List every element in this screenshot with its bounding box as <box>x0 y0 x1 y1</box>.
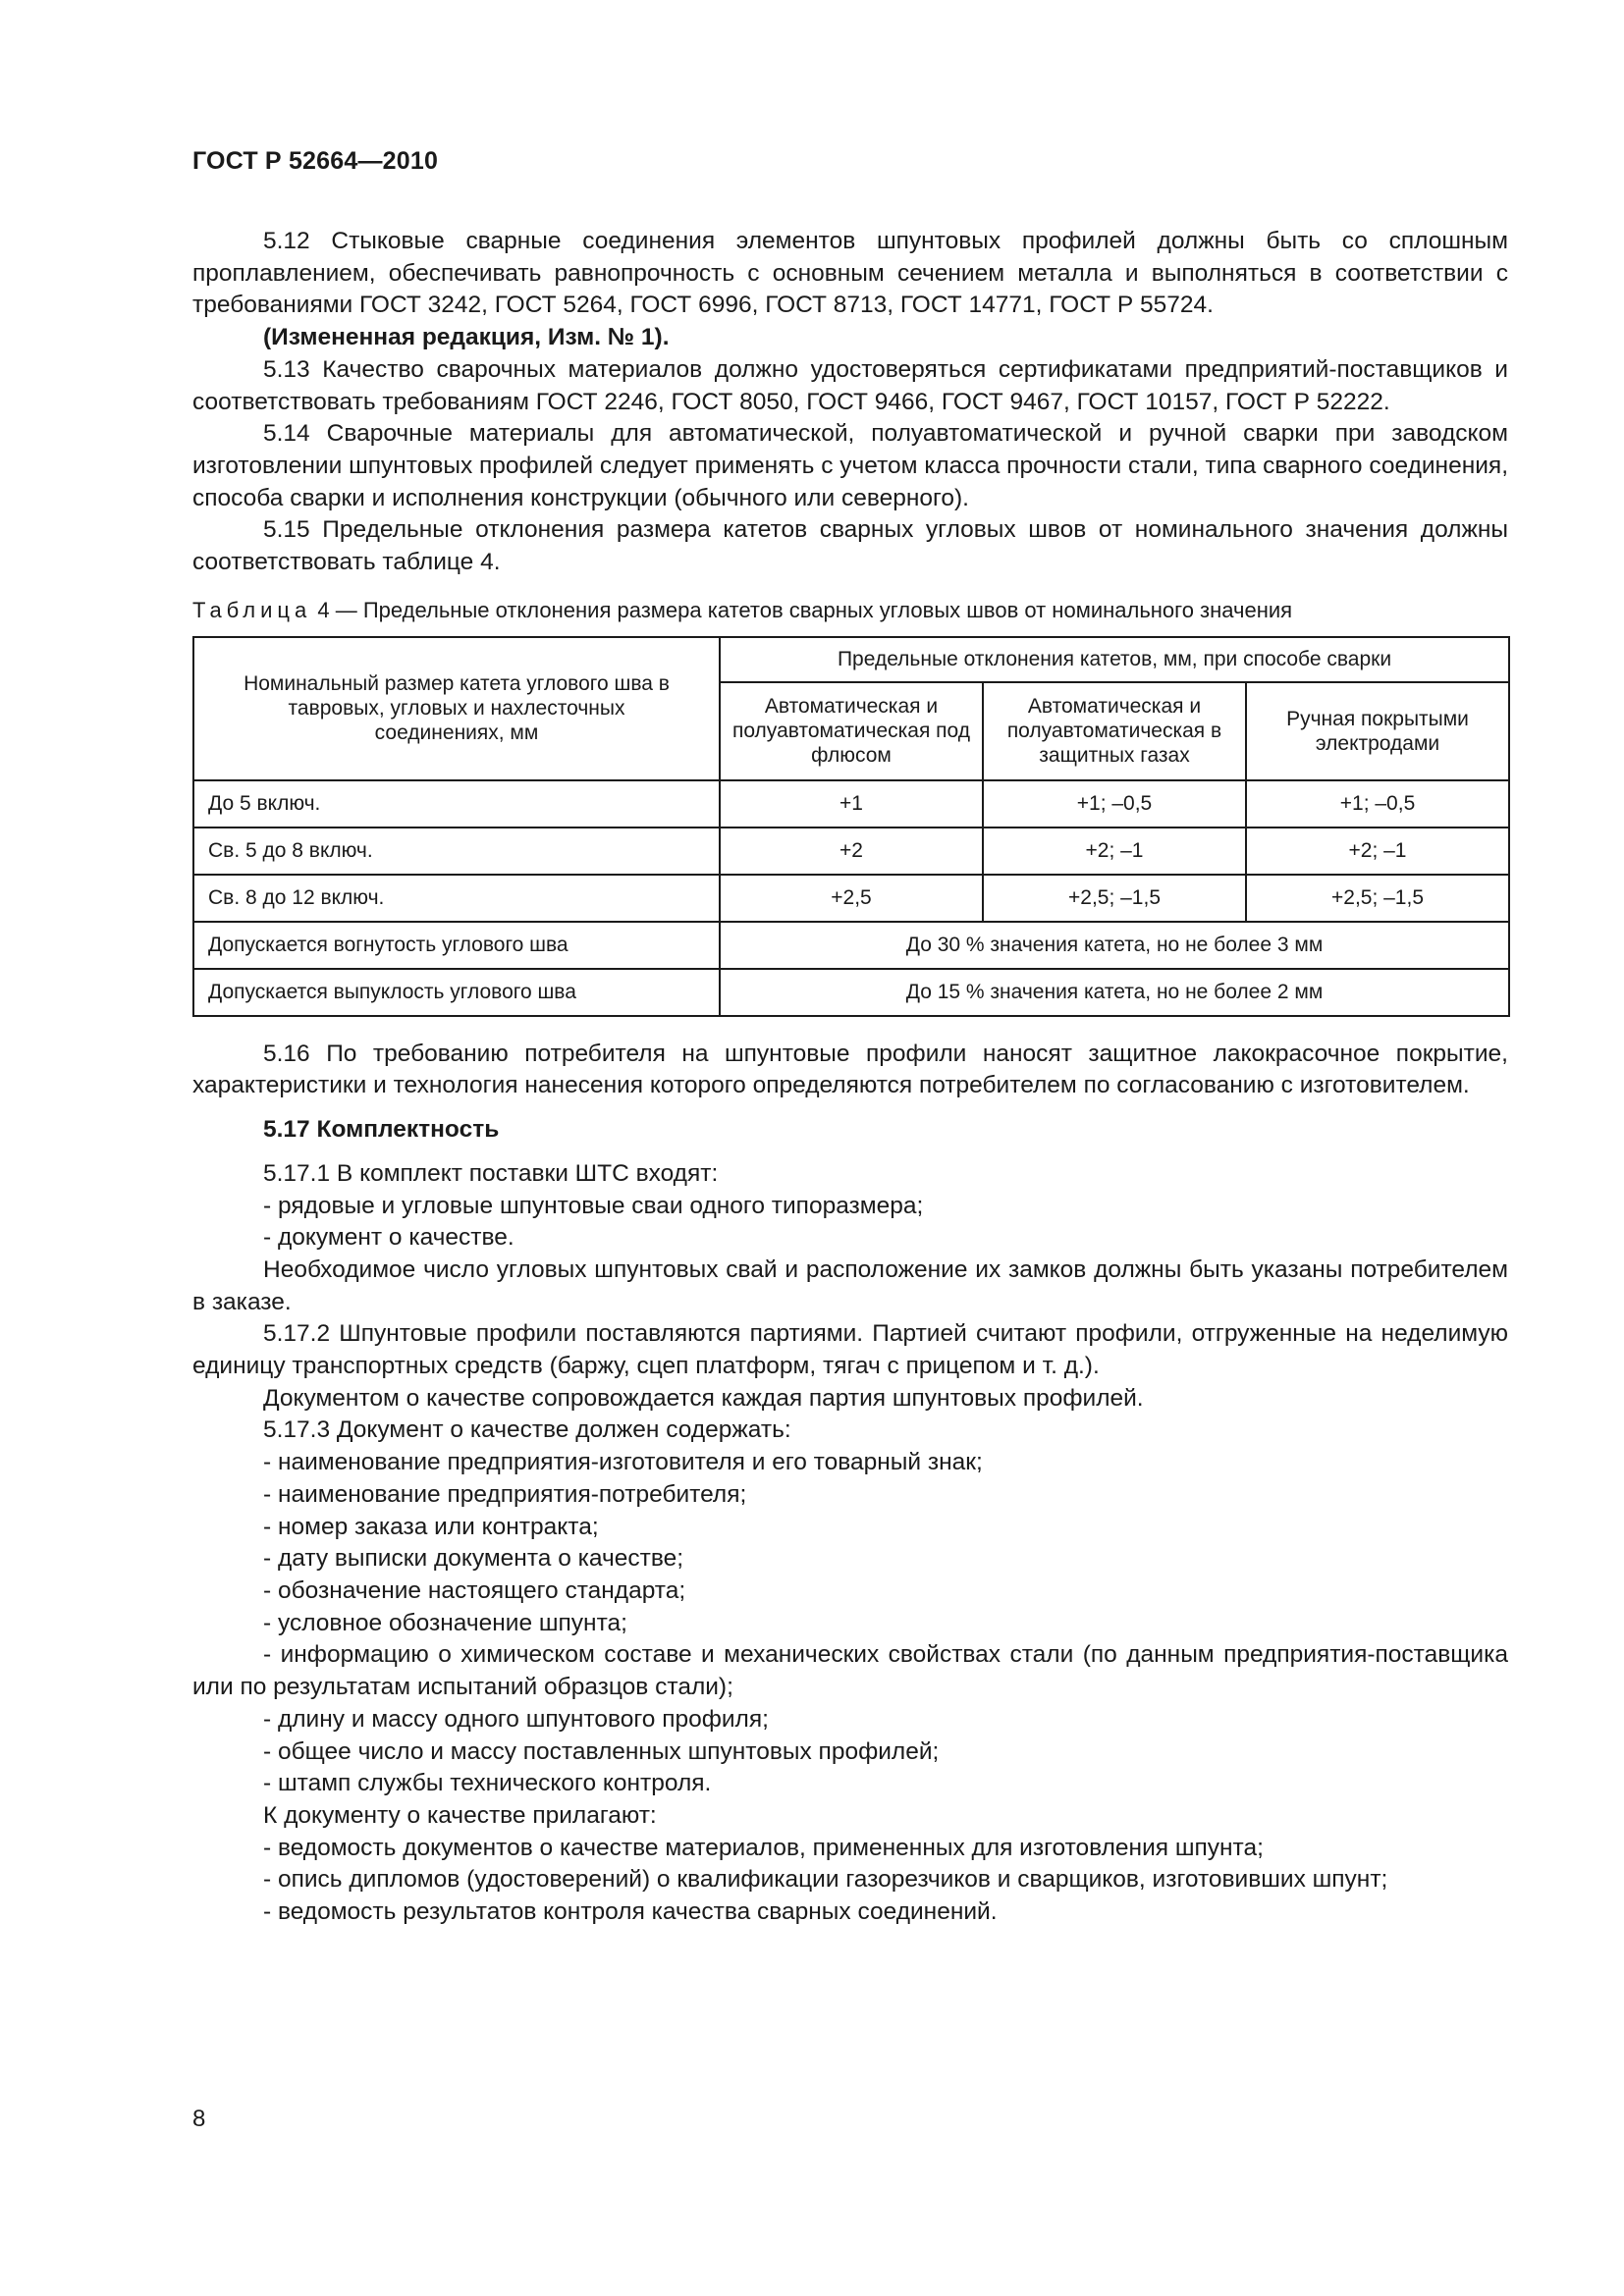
table-cell: +2 <box>720 828 983 875</box>
table-row-label: Допускается выпуклость углового шва <box>193 969 720 1016</box>
amendment-note: (Измененная редакция, Изм. № 1). <box>263 324 670 351</box>
table-header-nominal: Номинальный размер катета углового шва в тавровых, угловых и нахлесточных соединениях, мм <box>193 637 720 780</box>
table-header-group: Предельные отклонения катетов, мм, при способе сварки <box>720 637 1509 682</box>
list-item: - рядовые и угловые шпунтовые сваи одного типоразмера; <box>263 1192 924 1219</box>
list-item: - штамп службы технического контроля. <box>263 1770 712 1797</box>
table-cell: +1; –0,5 <box>983 780 1246 828</box>
table-cell: +2,5; –1,5 <box>983 875 1246 922</box>
list-item: - номер заказа или контракта; <box>263 1513 599 1540</box>
table-header-col: Ручная покрытыми электродами <box>1246 682 1509 780</box>
table-cell: +2; –1 <box>983 828 1246 875</box>
section-title-completeness: 5.17 Комплектность <box>263 1116 500 1144</box>
table-cell: +2,5 <box>720 875 983 922</box>
table-cell: +2; –1 <box>1246 828 1509 875</box>
clause-5-15: 5.15 Предельные отклонения размера катетов сварных угловых швов от номинального значения должны соответствовать таблице 4. <box>192 516 1508 576</box>
clause-5-17-2-note: Документом о качестве сопровождается каждая партия шпунтовых профилей. <box>263 1384 1144 1412</box>
clause-5-13: 5.13 Качество сварочных материалов должно удостоверяться сертификатами предприятий-поставщиков и соответствовать требованиям ГОСТ 2246, ГОСТ 8050, ГОСТ 9466, ГОСТ 9467, ГОСТ 10157, ГОСТ Р 52222. <box>192 355 1508 415</box>
standard-header: ГОСТ Р 52664—2010 <box>192 147 439 175</box>
clause-5-16: 5.16 По требованию потребителя на шпунтовые профили наносят защитное лакокрасочное покрытие, характеристики и технология нанесения которого определяются потребителем по согласованию с изготовителем. <box>192 1040 1508 1099</box>
table-cell: +1; –0,5 <box>1246 780 1509 828</box>
table-merged-cell: До 30 % значения катета, но не более 3 мм <box>720 922 1509 969</box>
list-item: - наименование предприятия-изготовителя и его товарный знак; <box>263 1449 983 1476</box>
list-item: - информацию о химическом составе и механических свойствах стали (по данным предприятия-поставщика или по результатам испытаний образцов стали); <box>192 1641 1508 1701</box>
list-item: - опись дипломов (удостоверений) о квалификации газорезчиков и сварщиков, изготовивших шпунт; <box>263 1866 1388 1894</box>
table-row-label: Св. 5 до 8 включ. <box>193 828 720 875</box>
list-item: - обозначение настоящего стандарта; <box>263 1576 686 1604</box>
table-cell: +1 <box>720 780 983 828</box>
body-text <box>192 226 1508 1929</box>
table-row <box>193 780 1509 828</box>
clause-5-17-1: 5.17.1 В комплект поставки ШТС входят: <box>263 1159 719 1187</box>
list-item: - ведомость результатов контроля качества сварных соединений. <box>263 1898 998 1926</box>
table-row <box>193 922 1509 969</box>
list-item: - документ о качестве. <box>263 1224 514 1252</box>
table-caption-word: Таблица <box>192 597 312 622</box>
list-item: - ведомость документов о качестве материалов, примененных для изготовления шпунта; <box>263 1834 1264 1861</box>
table-merged-cell: До 15 % значения катета, но не более 2 мм <box>720 969 1509 1016</box>
table-row <box>193 828 1509 875</box>
attachments-intro: К документу о качестве прилагают: <box>263 1801 657 1829</box>
table-row-label: Св. 8 до 12 включ. <box>193 875 720 922</box>
table-row <box>193 875 1509 922</box>
page-number: 8 <box>192 2106 206 2132</box>
list-item: - наименование предприятия-потребителя; <box>263 1480 747 1508</box>
list-item: - условное обозначение шпунта; <box>263 1609 627 1636</box>
list-item: - длину и массу одного шпунтового профиля; <box>263 1705 769 1733</box>
table-row-label: До 5 включ. <box>193 780 720 828</box>
list-item: - общее число и массу поставленных шпунтовых профилей; <box>263 1737 940 1765</box>
table-cell: +2,5; –1,5 <box>1246 875 1509 922</box>
clause-5-17-2: 5.17.2 Шпунтовые профили поставляются партиями. Партией считают профили, отгруженные на неделимую единицу транспортных средств (баржу, сцеп платформ, тягач с прицепом и т. д.). <box>192 1320 1508 1380</box>
clause-5-17-1-note: Необходимое число угловых шпунтовых свай и расположение их замков должны быть указаны потребителем в заказе. <box>192 1255 1508 1315</box>
table-header-col: Автоматическая и полуавтоматическая в защитных газах <box>983 682 1246 780</box>
table-header-col: Автоматическая и полуавтоматическая под флюсом <box>720 682 983 780</box>
clause-5-17-3: 5.17.3 Документ о качестве должен содержать: <box>263 1416 791 1444</box>
table-4-caption <box>192 597 1508 624</box>
list-item: - дату выписки документа о качестве; <box>263 1545 684 1573</box>
table-row <box>193 969 1509 1016</box>
table-row-label: Допускается вогнутость углового шва <box>193 922 720 969</box>
clause-5-14: 5.14 Сварочные материалы для автоматической, полуавтоматической и ручной сварки при заводском изготовлении шпунтовых профилей следует применять с учетом класса прочности стали, типа сварного соединения, способа сварки и исполнения конструкции (обычного или северного). <box>192 420 1508 511</box>
clause-5-12: 5.12 Стыковые сварные соединения элементов шпунтовых профилей должны быть со сплошным проплавлением, обеспечивать равнопрочность с основным сечением металла и выполняться в соответствии с требованиями ГОСТ 3242, ГОСТ 5264, ГОСТ 6996, ГОСТ 8713, ГОСТ 14771, ГОСТ Р 55724. <box>192 228 1508 319</box>
table-caption-text: 4 — Предельные отклонения размера катетов сварных угловых швов от номинального значения <box>317 597 1293 622</box>
table-4 <box>192 636 1510 1017</box>
